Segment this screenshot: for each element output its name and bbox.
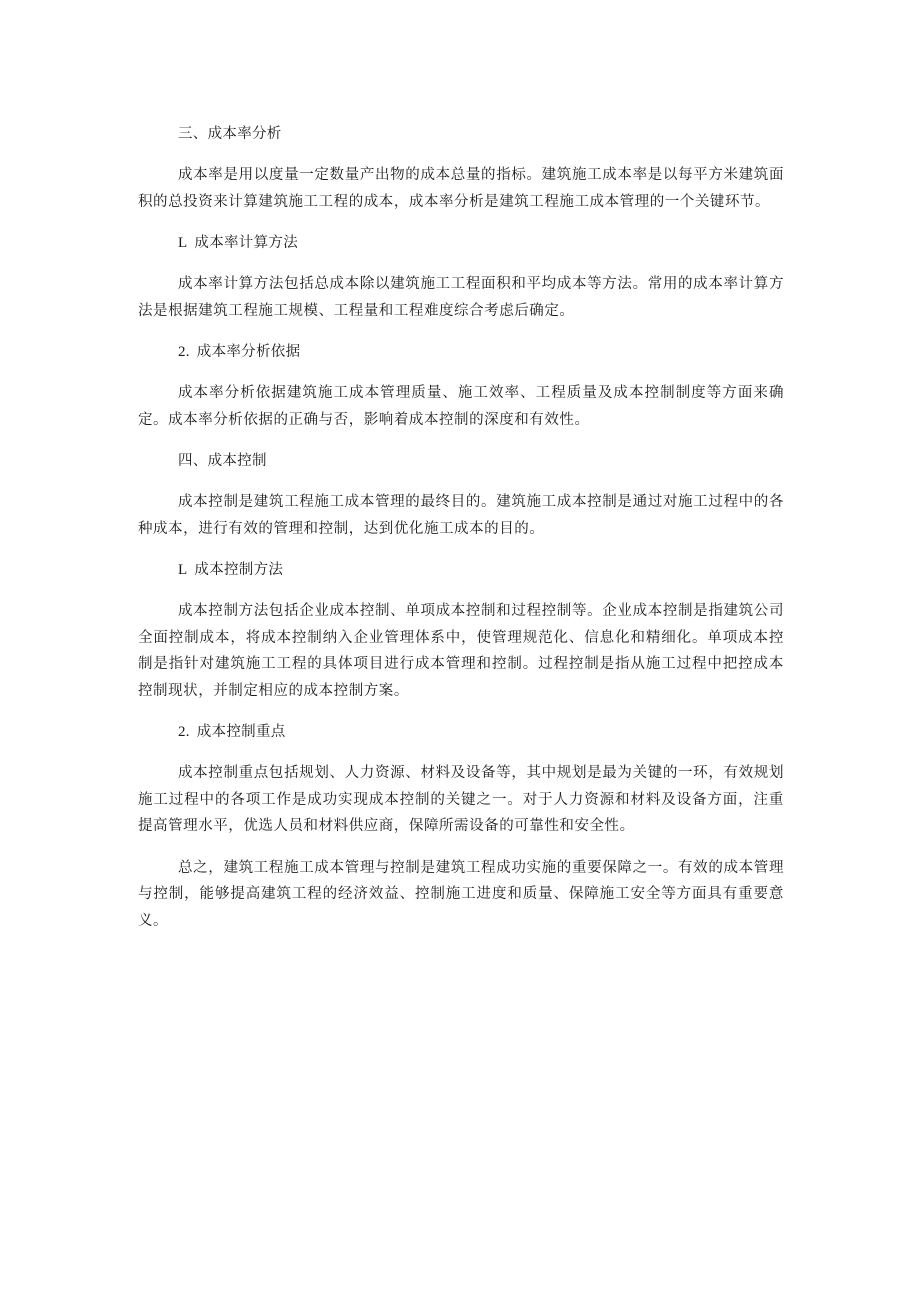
paragraph-cost-rate-definition: 成本率是用以度量一定数量产出物的成本总量的指标。建筑施工成本率是以每平方米建筑面积的总投资来计算建筑施工工程的成本，成本率分析是建筑工程施工成本管理的一个关键环节。 [138,167,784,210]
subheading-cost-control-methods [138,557,784,583]
paragraph-cost-rate-basis: 成本率分析依据建筑施工成本管理质量、施工效率、工程质量及成本控制制度等方面来确定。成本率分析依据的正确与否，影响着成本控制的深度和有效性。 [138,385,784,428]
subheading-numeral: L [178,235,188,251]
heading-text: 三、成本率分析 [178,126,282,142]
subheading-numeral: L [178,562,188,578]
paragraph-conclusion: 总之，建筑工程施工成本管理与控制是建筑工程成功实施的重要保障之一。有效的成本管理与控制，能够提高建筑工程的经济效益、控制施工进度和质量、保障施工安全等方面具有重要意义。 [138,859,784,929]
subheading-text: 成本率分析依据 [196,344,301,360]
heading-text: 四、成本控制 [178,453,267,469]
subheading-cost-rate-calculation [138,230,784,256]
paragraph-cost-control-methods: 成本控制方法包括企业成本控制、单项成本控制和过程控制等。企业成本控制是指建筑公司全面控制成本，将成本控制纳入企业管理体系中，使管理规范化、信息化和精细化。单项成本控制是指针对建筑施工工程的具体项目进行成本管理和控制。过程控制是指从施工过程中把控成本控制现状，并制定相应的成本控制方案。 [138,603,784,699]
document-body [138,121,784,949]
subheading-text: 成本控制方法 [194,562,284,578]
paragraph-cost-control-purpose: 成本控制是建筑工程施工成本管理的最终目的。建筑施工成本控制是通过对施工过程中的各种成本，进行有效的管理和控制，达到优化施工成本的目的。 [138,494,784,537]
paragraph-cost-control-focus: 成本控制重点包括规划、人力资源、材料及设备等，其中规划是最为关键的一环，有效规划施工过程中的各项工作是成功实现成本控制的关键之一。对于人力资源和材料及设备方面，注重提高管理水平，优选人员和材料供应商，保障所需设备的可靠性和安全性。 [138,765,784,834]
paragraph-cost-rate-calculation: 成本率计算方法包括总成本除以建筑施工工程面积和平均成本等方法。常用的成本率计算方法是根据建筑工程施工规模、工程量和工程难度综合考虑后确定。 [138,276,784,319]
subheading-cost-rate-basis [138,339,784,365]
subheading-cost-control-focus [138,719,784,745]
section-heading-cost-control [138,448,784,474]
subheading-text: 成本控制重点 [196,724,286,740]
subheading-numeral: 2. [178,344,190,360]
subheading-text: 成本率计算方法 [194,235,298,251]
subheading-numeral: 2. [178,724,190,740]
section-heading-cost-rate-analysis [138,121,784,147]
